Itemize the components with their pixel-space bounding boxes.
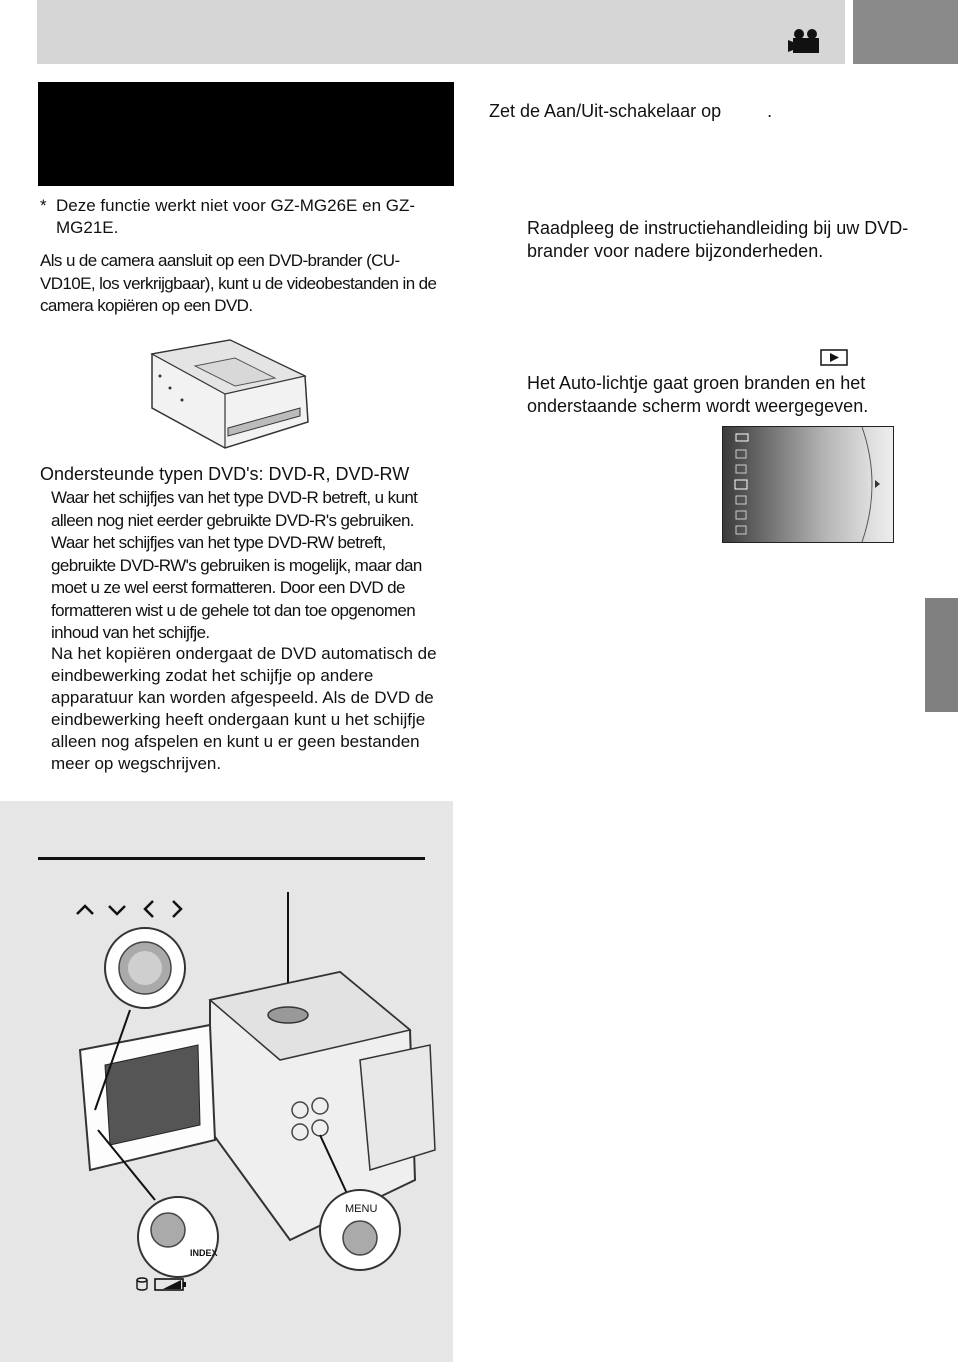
header-bar: [37, 0, 845, 64]
dvd-burner-illustration: [140, 336, 315, 452]
menu-screen-illustration: [722, 426, 894, 543]
index-label: INDEX: [190, 1248, 218, 1258]
section-title-box: [38, 82, 454, 186]
step-2-text: Raadpleeg de instructiehandleiding bij uw DVD-brander voor nadere bijzonderheden.: [527, 218, 909, 261]
note-text: Deze functie werkt niet voor GZ-MG26E en GZ-MG21E.: [56, 196, 416, 237]
note-star: *: [40, 196, 47, 215]
step-1-text: [489, 100, 772, 122]
header-bar-accent: [853, 0, 958, 64]
step-1-end: .: [767, 101, 773, 121]
dvd-types-heading: Ondersteunde typen DVD's: DVD-R, DVD-RW: [40, 464, 410, 484]
panel-rule: [38, 857, 425, 860]
camera-illustration: [60, 880, 440, 1300]
dvd-types-paragraph: Waar het schijfjes van het type DVD-R betreft, u kunt alleen nog niet eerder gebruikte DVD-R's gebruiken. Waar het schijfjes van het type DVD-RW betreft, gebruikte DVD-RW's gebruiken is mogelijk, maar dan moet u ze wel eerst formatteren. Door een DVD de formatteren wist u de gehele tot dan toe opgenomen inhoud van het schijfje.: [51, 488, 422, 642]
video-camera-icon: [787, 26, 827, 56]
drive-battery-indicator-icon: [133, 1275, 193, 1293]
side-tab: [925, 598, 958, 712]
menu-label: MENU: [345, 1203, 378, 1215]
step-3-text: Het Auto-lichtje gaat groen branden en het onderstaande scherm wordt weergegeven.: [527, 373, 869, 416]
playback-mode-icon: [820, 349, 848, 366]
intro-paragraph: Als u de camera aansluit op een DVD-brander (CU-VD10E, los verkrijgbaar), kunt u de videobestanden in de camera kopiëren op een DVD.: [40, 251, 437, 315]
step-1-label: Zet de Aan/Uit-schakelaar op: [489, 101, 722, 121]
finalize-paragraph: Na het kopiëren ondergaat de DVD automatisch de eindbewerking zodat het schijfje op andere apparatuur kan worden afgespeeld. Als de DVD de eindbewerking heeft ondergaan kunt u het schijfje alleen nog afspelen en kunt u er geen bestanden meer op wegschrijven.: [51, 644, 437, 773]
